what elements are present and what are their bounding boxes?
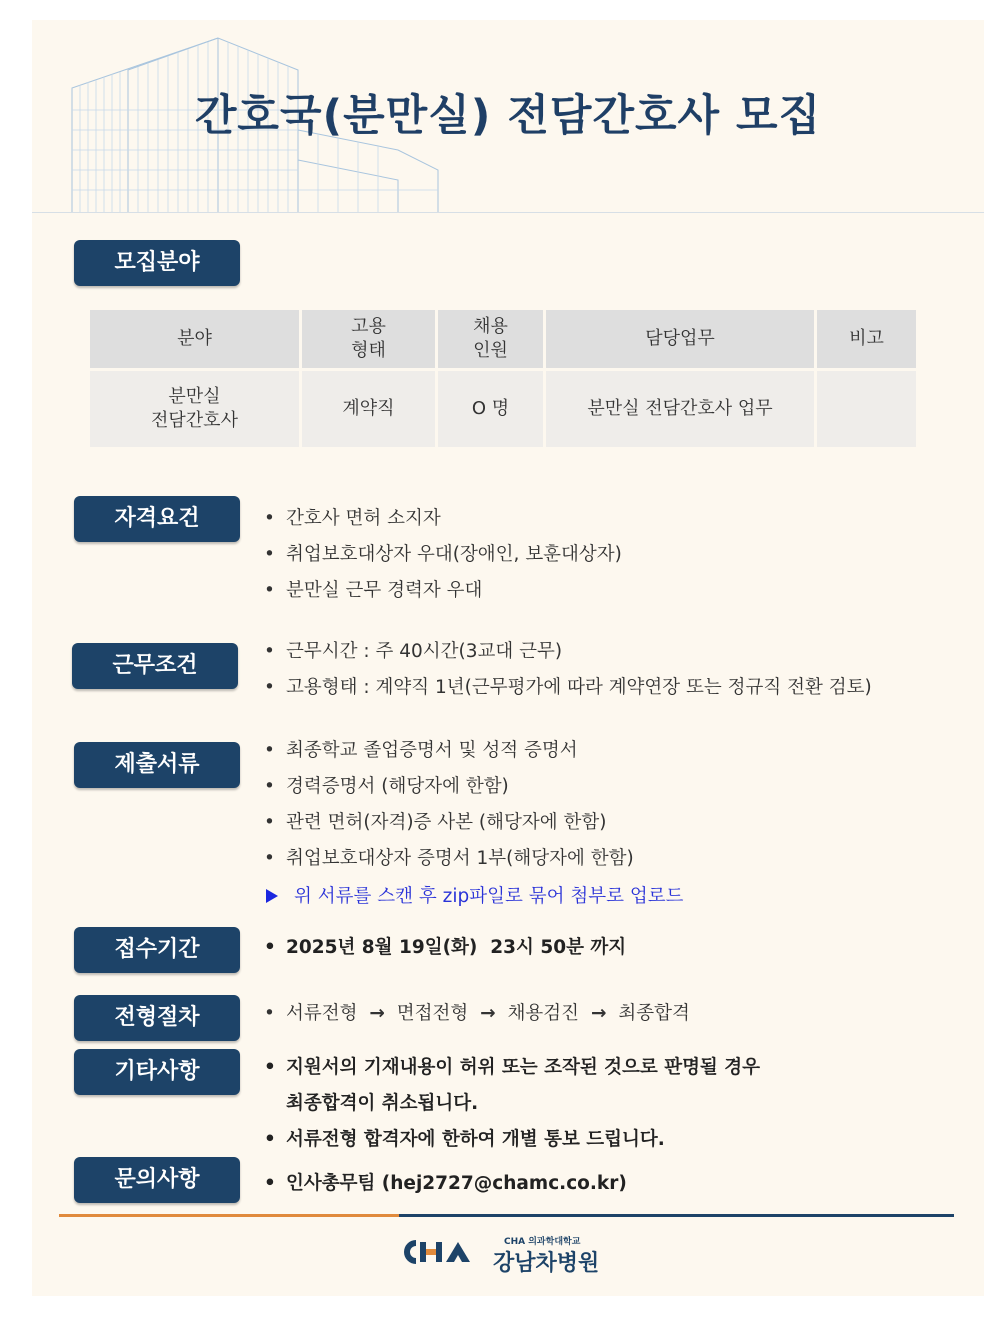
arrow-right-icon: → [369,1003,385,1024]
list-item-continuation: 최종합격이 취소됩니다. [286,1093,479,1114]
header [32,20,984,213]
process-step: 채용검진 [507,1003,580,1024]
list-item: • 인사총무팀 (hej2727@chamc.co.kr) [264,1169,627,1205]
process-step: 면접전형 [396,1003,469,1024]
contact-list [264,1169,627,1205]
arrow-right-icon: → [480,1003,496,1024]
list-item: • 취업보호대상자 우대(장애인, 보훈대상자) [264,540,622,576]
section-label-conditions: 근무조건 [72,643,238,689]
table-row [90,371,916,447]
process-list [264,999,690,1035]
section-label-documents: 제출서류 [74,742,240,788]
footer-divider-orange [59,1214,399,1217]
table-cell: 분만실 전담간호사 업무 [546,371,814,447]
process-steps [264,999,690,1035]
table-cell [817,371,916,447]
logo-hospital-name: 강남차병원 [493,1251,600,1276]
list-item: • 고용형태 : 계약직 1년(근무평가에 따라 계약연장 또는 정규직 전환 검토) [264,673,872,709]
list-item: • 관련 면허(자격)증 사본 (해당자에 한함) [264,808,634,844]
table-header: 분야 [90,310,299,368]
table-cell: O 명 [438,371,543,447]
table-header: 비고 [817,310,916,368]
document-note [266,882,683,908]
list-item: • 최종학교 졸업증명서 및 성적 증명서 [264,736,634,772]
list-item: • 2025년 8월 19일(화) 23시 50분 까지 [264,933,626,969]
list-item: • 서류전형 합격자에 한하여 개별 통보 드립니다. [264,1125,760,1161]
cha-logo-icon [402,1238,476,1266]
table-header: 담당업무 [546,310,814,368]
table-header: 고용 형태 [302,310,435,368]
play-arrow-icon [266,889,278,903]
recruitment-poster [32,20,984,1296]
page-title: 간호국(분만실) 전담간호사 모집 [194,91,822,141]
list-item: • 경력증명서 (해당자에 한함) [264,772,634,808]
table-cell: 계약직 [302,371,435,447]
process-step: 최종합격 [618,1003,690,1024]
logo-university-text: CHA 의과학대학교 [504,1237,581,1247]
etc-list [264,1053,760,1161]
table-cell: 분만실 전담간호사 [90,371,299,447]
process-step: 서류전형 [286,1003,358,1024]
footer-divider-navy [399,1214,954,1217]
documents-list [264,736,634,880]
document-note-text: 위 서류를 스캔 후 zip파일로 묶어 첨부로 업로드 [294,886,684,907]
table-header: 채용 인원 [438,310,543,368]
section-label-qualification: 자격요건 [74,496,240,542]
period-list [264,933,626,969]
list-item: • 분만실 근무 경력자 우대 [264,576,622,612]
table-header-row [90,310,916,368]
section-label-field: 모집분야 [74,240,240,286]
conditions-list [264,637,872,709]
section-label-process: 전형절차 [74,995,240,1041]
arrow-right-icon: → [590,1003,607,1024]
list-item: • 근무시간 : 주 40시간(3교대 근무) [264,637,872,673]
list-item: • 간호사 면허 소지자 [264,504,622,540]
list-item: • 지원서의 기재내용이 허위 또는 조작된 것으로 판명될 경우 [264,1053,760,1089]
list-item: • 취업보호대상자 증명서 1부(해당자에 한함) [264,844,634,880]
qualification-list [264,504,622,612]
section-label-period: 접수기간 [74,927,240,973]
section-label-contact: 문의사항 [74,1157,240,1203]
section-label-etc: 기타사항 [74,1049,240,1095]
recruitment-table [87,307,919,450]
